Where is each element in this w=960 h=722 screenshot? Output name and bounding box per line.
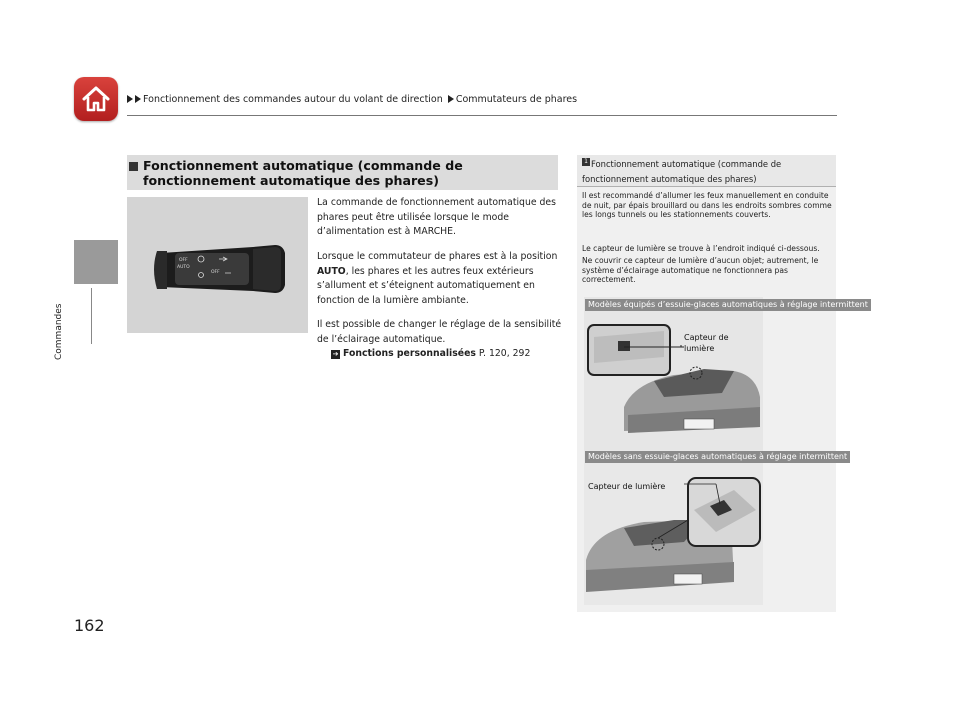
house-icon — [81, 84, 111, 114]
car-illustration — [584, 450, 763, 605]
body-paragraph: Lorsque le commutateur de phares est à la position AUTO, les phares et les autres feux extérieurs s’allument et s’éteignent automatiquement en fonction de la lumière ambiante. — [317, 251, 558, 306]
breadcrumb-arrow-icon — [135, 95, 141, 103]
stalk-off-label: OFF — [211, 270, 220, 275]
chapter-tab[interactable] — [74, 240, 118, 284]
sidebar-paragraph: Il est recommandé d’allumer les feux manuellement en conduite de nuit, par épais brouillard ou dans les endroits sombres comme les longs tunnels ou les stationnements couverts. — [582, 191, 832, 220]
stalk-off-label: OFF — [179, 258, 188, 263]
stalk-auto-label: AUTO — [177, 265, 190, 270]
breadcrumb-item[interactable]: Fonctionnement des commandes autour du volant de direction — [143, 94, 443, 105]
page-number: 162 — [74, 616, 105, 635]
model-label: Modèles équipés d’essuie-glaces automatiques à réglage intermittent — [585, 299, 871, 311]
breadcrumb-item[interactable]: Commutateurs de phares — [455, 94, 578, 105]
home-icon[interactable] — [74, 77, 118, 121]
model-label: Modèles sans essuie-glaces automatiques à réglage intermittent — [585, 451, 850, 463]
sidebar-paragraph: Ne couvrir ce capteur de lumière d’aucun objet; autrement, le système d’éclairage automatique ne fonctionnera pas correctement. — [582, 256, 819, 285]
section-bullet-icon — [129, 162, 138, 171]
chapter-tab-divider — [91, 288, 92, 344]
body-paragraph: La commande de fonctionnement automatique des phares peut être utilisée lorsque le mode d’alimentation est à MARCHE. — [317, 197, 556, 238]
sidebar-paragraph: Le capteur de lumière se trouve à l’endroit indiqué ci-dessous. — [582, 244, 820, 253]
xref-title[interactable]: Fonctions personnalisées — [343, 348, 476, 359]
sensor-callout: Capteur de lumière — [684, 333, 729, 353]
sensor-callout: Capteur de lumière — [588, 482, 666, 491]
xref-pages: P. 120, 292 — [475, 348, 531, 359]
chapter-label: Commandes — [54, 303, 64, 360]
breadcrumb — [127, 94, 577, 105]
headlight-stalk-illustration — [127, 197, 308, 333]
headlight-stalk-photo — [127, 197, 308, 333]
cross-reference[interactable] — [331, 348, 530, 359]
section-title: Fonctionnement automatique (commande de fonctionnement automatique des phares) — [143, 158, 463, 188]
car-illustration — [584, 297, 763, 450]
car-sensor-image-with-wipers — [584, 297, 763, 450]
body-paragraph: Il est possible de changer le réglage de la sensibilité de l’éclairage automatique. — [317, 319, 562, 345]
car-sensor-image-without-wipers — [584, 450, 763, 605]
breadcrumb-arrow-icon — [448, 95, 454, 103]
breadcrumb-arrow-icon — [127, 95, 133, 103]
header-rule — [127, 115, 837, 116]
auto-term: AUTO — [317, 265, 346, 277]
note-icon: 1 — [582, 158, 590, 166]
sidebar-title: Fonctionnement automatique (commande de fonctionnement automatique des phares) — [582, 159, 782, 184]
reference-arrow-icon: ➔ — [332, 350, 339, 358]
